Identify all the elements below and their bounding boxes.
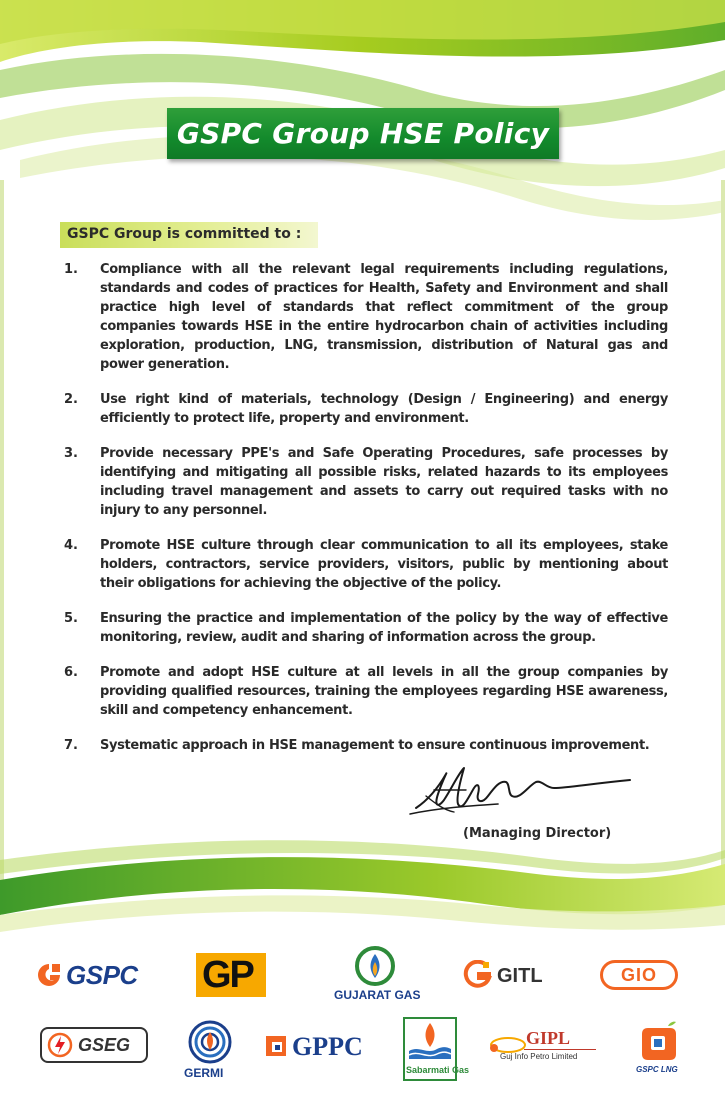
policy-text: Compliance with all the relevant legal requirements including regulations, standards and codes of practices for Health, Safety and Environment and shall practice high level of standards that reflect commitment of the group companies towards HSE in the entire hydrocarbon chain of activities including exploration, production, LNG, transmission, distribution of Natural gas and power generation. (100, 262, 668, 372)
gipl-divider (524, 1049, 596, 1050)
gspc-logo-text: GSPC (66, 960, 138, 990)
group-logos (0, 920, 725, 1117)
gipl-logo-text: GIPL (526, 1028, 571, 1048)
gujarat-gas-logo (326, 944, 424, 1008)
policy-item (64, 663, 668, 720)
policy-item (64, 260, 668, 374)
policy-number: 7. (64, 738, 78, 753)
policy-number: 2. (64, 392, 78, 407)
signature (408, 760, 638, 830)
policy-list (64, 260, 668, 771)
policy-item (64, 736, 668, 755)
policy-item (64, 609, 668, 647)
policy-number: 5. (64, 611, 78, 626)
policy-number: 6. (64, 665, 78, 680)
policy-number: 4. (64, 538, 78, 553)
gspc-mark-icon (36, 962, 62, 988)
gseg-logo (40, 1027, 148, 1063)
policy-item (64, 390, 668, 428)
gp-logo (196, 953, 266, 997)
policy-item (64, 536, 668, 593)
gitl-logo (463, 958, 563, 992)
gspc-lng-logo (634, 1020, 684, 1080)
gitl-logo-text: GITL (497, 965, 543, 987)
policy-text: Promote HSE culture through clear communication to all its employees, stake holders, contractors, service providers, visitors, public by mentioning about their obligations for achieving the objective of the policy. (100, 538, 668, 591)
intro-text: GSPC Group is committed to : (67, 226, 302, 242)
policy-number: 3. (64, 446, 78, 461)
policy-text: Systematic approach in HSE management to ensure continuous improvement. (100, 738, 650, 753)
gspc-logo (36, 958, 161, 992)
gspc-lng-logo-text: GSPC LNG (636, 1065, 678, 1074)
gipl-subtitle: Guj Info Petro Limited (500, 1052, 578, 1061)
policy-text: Ensuring the practice and implementation of the policy by the way of effective monitoring, review, audit and sharing of information across the group. (100, 611, 668, 645)
policy-number: 1. (64, 262, 78, 277)
bolt-icon (47, 1032, 73, 1058)
sabarmati-mark-icon (405, 1019, 455, 1063)
page-title: GSPC Group HSE Policy (176, 117, 550, 150)
gio-logo (600, 960, 678, 990)
intro-highlight (60, 222, 318, 248)
gujarat-gas-mark-icon (355, 946, 395, 986)
title-banner (167, 108, 559, 159)
gio-logo-text: GIO (620, 964, 657, 985)
policy-text: Provide necessary PPE's and Safe Operating Procedures, safe processes by identifying and mitigating all possible risks, related hazards to its employees including travel management and assets to carry out required tasks with no injury to any personnel. (100, 446, 668, 518)
gppc-logo (264, 1030, 374, 1064)
gipl-logo (486, 1028, 616, 1068)
policy-text: Promote and adopt HSE culture at all levels in all the group companies by providing qualified resources, training the employees regarding HSE awareness, skill and competency enhancement. (100, 665, 668, 718)
gujarat-gas-logo-text: GUJARAT GAS (334, 988, 421, 1002)
signatory-title: (Managing Director) (463, 826, 612, 841)
germi-logo (180, 1016, 240, 1084)
sabarmati-logo-text: Sabarmati Gas (406, 1065, 470, 1075)
sabarmati-gas-logo (403, 1017, 470, 1081)
gppc-logo-text: GPPC (292, 1032, 363, 1061)
germi-mark-icon (185, 1016, 235, 1064)
gspc-lng-mark-icon (638, 1020, 680, 1062)
policy-item (64, 444, 668, 520)
policy-text: Use right kind of materials, technology (Design / Engineering) and energy efficiently to protect life, property and environment. (100, 392, 668, 426)
gp-logo-text: GP (202, 954, 253, 996)
gppc-mark-icon (264, 1034, 288, 1058)
gseg-logo-text: GSEG (78, 1035, 131, 1055)
germi-logo-text: GERMI (184, 1066, 224, 1080)
gitl-mark-icon (463, 960, 493, 990)
